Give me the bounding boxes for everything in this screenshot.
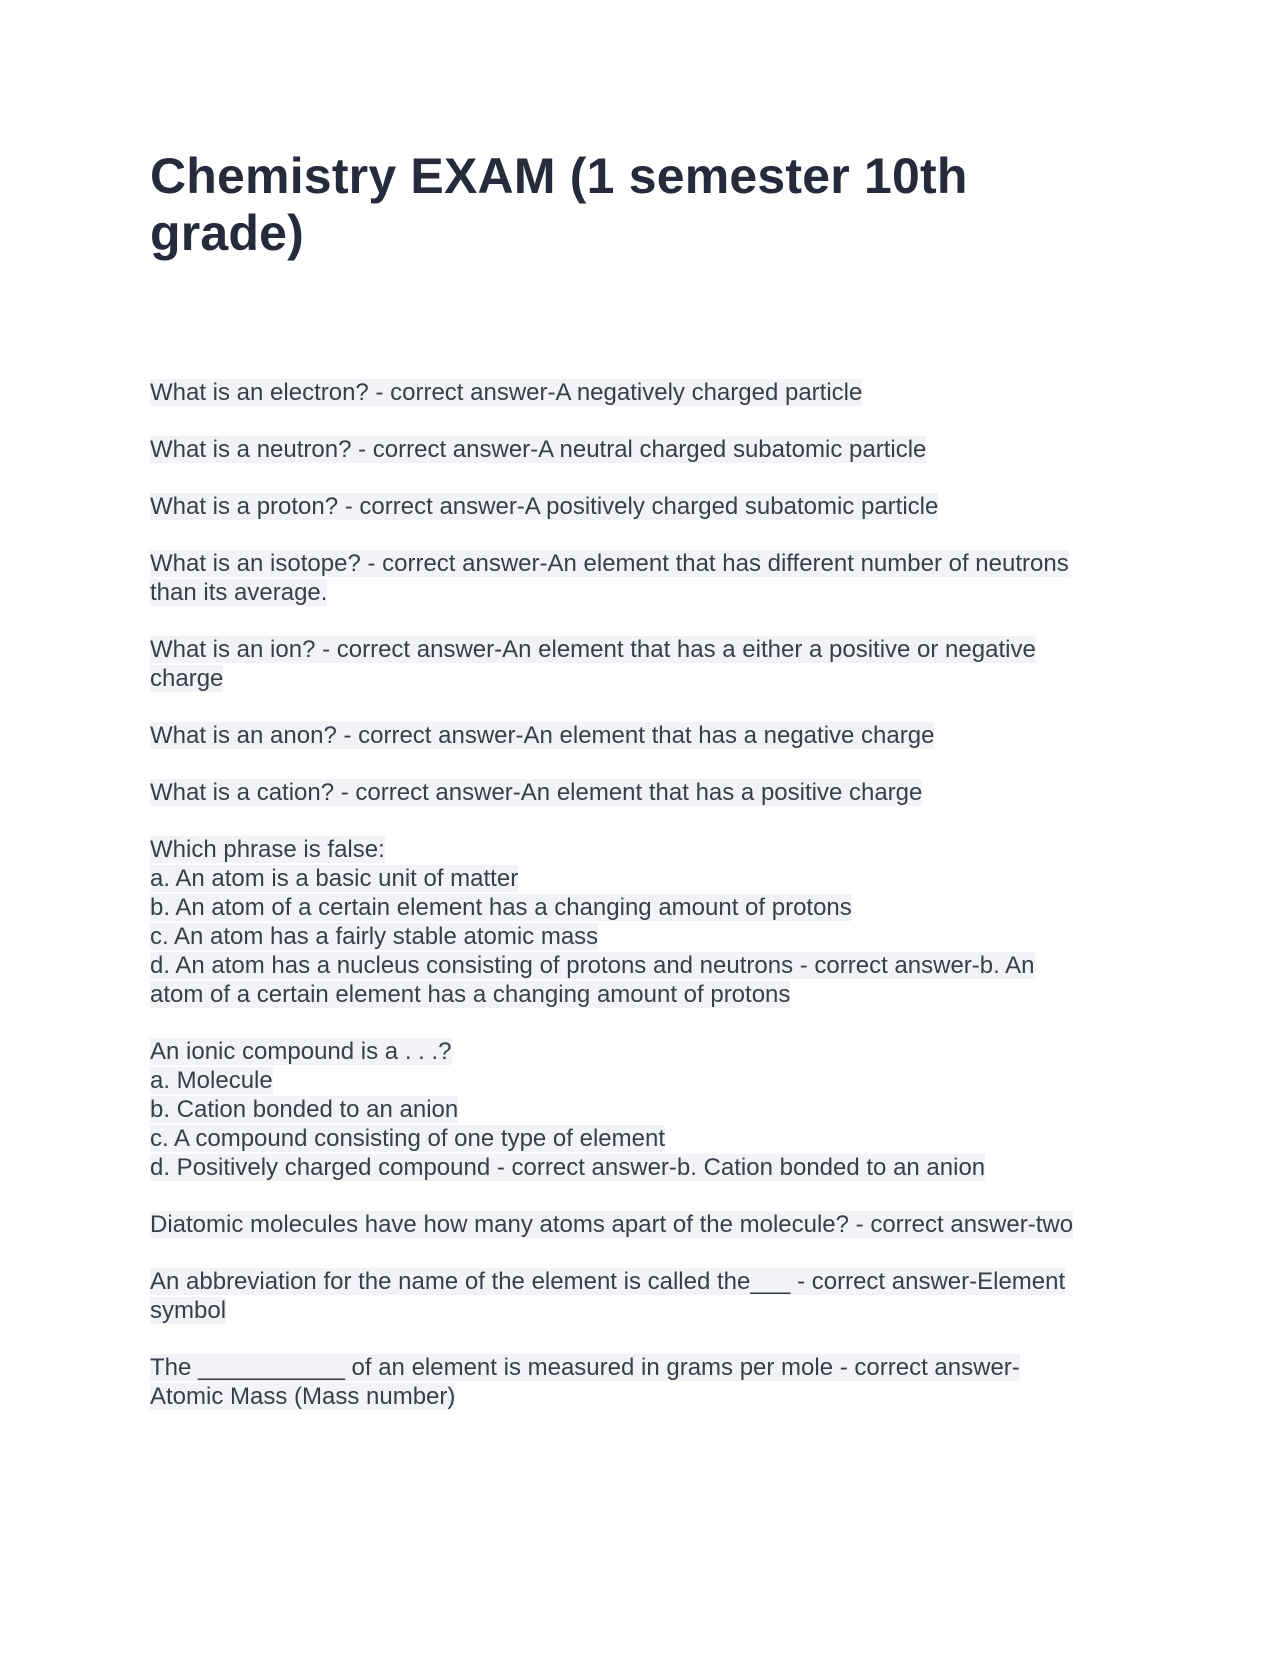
qa-item-10 [150, 1210, 1130, 1239]
qa-text: than its average. [150, 579, 328, 606]
qa-item-12 [150, 1353, 1130, 1411]
qa-item-1 [150, 378, 1130, 407]
qa-text: The ___________ of an element is measured in grams per mole - correct answer- [150, 1354, 1020, 1381]
qa-text: a. An atom is a basic unit of matter [150, 865, 519, 892]
qa-item-9 [150, 1037, 1130, 1182]
qa-text: What is an isotope? - correct answer-An element that has different number of neutrons [150, 550, 1069, 577]
qa-text: Diatomic molecules have how many atoms apart of the molecule? - correct answer-two [150, 1211, 1074, 1238]
qa-item-8 [150, 835, 1130, 1009]
qa-text: a. Molecule [150, 1067, 273, 1094]
qa-item-6 [150, 721, 1130, 750]
qa-text: What is a proton? - correct answer-A positively charged subatomic particle [150, 493, 939, 520]
qa-text: What is an ion? - correct answer-An element that has a either a positive or negative [150, 636, 1036, 663]
qa-text: Atomic Mass (Mass number) [150, 1383, 456, 1410]
qa-text: charge [150, 665, 224, 692]
qa-text: d. Positively charged compound - correct answer-b. Cation bonded to an anion [150, 1154, 986, 1181]
question-answer-list [150, 378, 1130, 1439]
qa-item-3 [150, 492, 1130, 521]
qa-text: atom of a certain element has a changing amount of protons [150, 981, 791, 1008]
qa-text: c. A compound consisting of one type of element [150, 1125, 665, 1152]
qa-item-11 [150, 1267, 1130, 1325]
qa-text: d. An atom has a nucleus consisting of protons and neutrons - correct answer-b. An [150, 952, 1035, 979]
qa-item-2 [150, 435, 1130, 464]
qa-text: An abbreviation for the name of the element is called the___ - correct answer-Element [150, 1268, 1066, 1295]
qa-text: What is an anon? - correct answer-An element that has a negative charge [150, 722, 935, 749]
qa-text: Which phrase is false: [150, 836, 385, 863]
qa-text: What is a neutron? - correct answer-A neutral charged subatomic particle [150, 436, 927, 463]
page-title: Chemistry EXAM (1 semester 10th grade) [150, 148, 968, 261]
qa-text: b. An atom of a certain element has a changing amount of protons [150, 894, 852, 921]
qa-text: What is an electron? - correct answer-A negatively charged particle [150, 379, 863, 406]
qa-item-5 [150, 635, 1130, 693]
document-page [150, 148, 1130, 1410]
qa-text: symbol [150, 1297, 227, 1324]
qa-text: b. Cation bonded to an anion [150, 1096, 459, 1123]
qa-item-7 [150, 778, 1130, 807]
qa-text: What is a cation? - correct answer-An element that has a positive charge [150, 779, 923, 806]
qa-item-4 [150, 549, 1130, 607]
qa-text: c. An atom has a fairly stable atomic mass [150, 923, 599, 950]
qa-text: An ionic compound is a . . .? [150, 1038, 452, 1065]
